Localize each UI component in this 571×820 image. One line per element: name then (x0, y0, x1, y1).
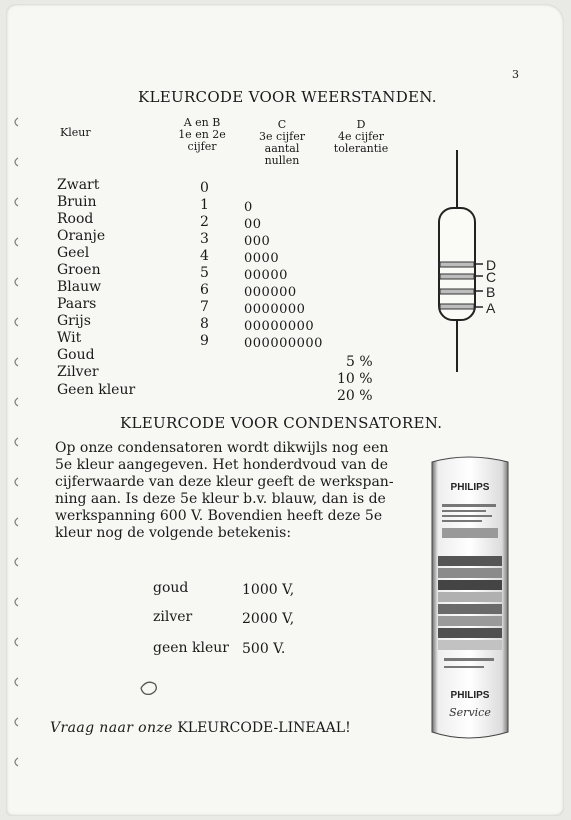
table-row-digit: 4 (200, 248, 209, 264)
table-row-zeros: 00 (244, 217, 262, 232)
ink-mark (135, 676, 165, 698)
page-number: 3 (512, 68, 519, 81)
paragraph-line: Op onze condensatoren wordt dikwijls nog een (55, 440, 389, 456)
footer-suffix: KLEURCODE-LINEAAL! (177, 720, 351, 736)
paragraph-line: 5e kleur aangegeven. Het honderdvoud van de (55, 457, 389, 473)
table-row-label: Oranje (57, 228, 106, 244)
table-row-zeros: 000 (244, 234, 271, 249)
capacitor-paragraph (55, 440, 413, 542)
header-a-b: A en B 1e en 2e cijfer (178, 116, 226, 153)
band-label-c: C (486, 269, 497, 285)
table-row-digit: 1 (200, 197, 209, 213)
header-kleur: Kleur (60, 126, 91, 139)
table-row-zeros: 0 (244, 200, 253, 215)
table-row-tolerance: 5 % (346, 354, 373, 370)
table-row-label: Geel (57, 245, 90, 261)
table-row-digit: 8 (200, 316, 209, 332)
voltage-name: goud (153, 580, 189, 596)
band-label-a: A (486, 300, 496, 316)
table-row-digit: 9 (200, 333, 209, 349)
table-row-digit: 3 (200, 231, 209, 247)
table-row-tolerance: 10 % (337, 371, 373, 387)
table-row-label: Blauw (57, 279, 102, 295)
footer-prefix: Vraag naar onze (50, 720, 173, 736)
table-row-label: Paars (57, 296, 97, 312)
table-row-digit: 2 (200, 214, 209, 230)
ruler-brand-top: PHILIPS (450, 482, 490, 493)
table-row-zeros: 000000 (244, 285, 297, 300)
band-label-b: B (486, 284, 496, 300)
table-row-label: Groen (57, 262, 101, 278)
table-row-label: Bruin (57, 194, 97, 210)
header-c: C 3e cijfer aantal nullen (259, 118, 305, 167)
table-row-label: Grijs (57, 313, 91, 329)
table-row-digit: 5 (200, 265, 209, 281)
table-row-label: Zilver (57, 364, 99, 380)
voltage-value: 500 V. (242, 641, 286, 657)
voltage-value: 2000 V, (242, 611, 295, 627)
voltage-name: geen kleur (153, 640, 229, 656)
table-row-zeros: 00000000 (244, 319, 315, 334)
voltage-value: 1000 V, (242, 582, 295, 598)
resistor-title: KLEURCODE VOOR WEERSTANDEN. (138, 88, 437, 106)
table-row-zeros: 00000 (244, 268, 288, 283)
paragraph-line: cijferwaarde van deze kleur geeft de werkspan- (55, 474, 394, 490)
header-d: D 4e cijfer tolerantie (333, 118, 389, 155)
footer-line (50, 720, 351, 736)
paragraph-line: kleur nog de volgende betekenis: (55, 525, 292, 541)
table-row-label: Geen kleur (57, 382, 136, 398)
philips-ruler-image (428, 452, 512, 744)
paragraph-line: werkspanning 600 V. Bovendien heeft deze 5e (55, 508, 383, 524)
capacitor-title: KLEURCODE VOOR CONDENSATOREN. (120, 414, 443, 432)
ruler-service-script: Service (449, 706, 491, 719)
table-row-digit: 0 (200, 180, 209, 196)
table-row-label: Zwart (57, 177, 100, 193)
paragraph-line: ning aan. Is deze 5e kleur b.v. blauw, dan is de (55, 491, 386, 507)
table-row-zeros: 000000000 (244, 336, 323, 351)
resistor-diagram (430, 150, 510, 380)
table-row-digit: 6 (200, 282, 209, 298)
voltage-name: zilver (153, 609, 193, 625)
table-row-label: Wit (57, 330, 82, 346)
table-row-digit: 7 (200, 299, 209, 315)
table-row-tolerance: 20 % (337, 388, 373, 404)
binder-holes (4, 0, 24, 820)
table-row-zeros: 0000 (244, 251, 280, 266)
table-row-label: Goud (57, 347, 95, 363)
table-row-zeros: 0000000 (244, 302, 306, 317)
table-row-label: Rood (57, 211, 94, 227)
band-label-d: D (486, 257, 497, 273)
ruler-brand-bottom: PHILIPS (450, 690, 490, 701)
